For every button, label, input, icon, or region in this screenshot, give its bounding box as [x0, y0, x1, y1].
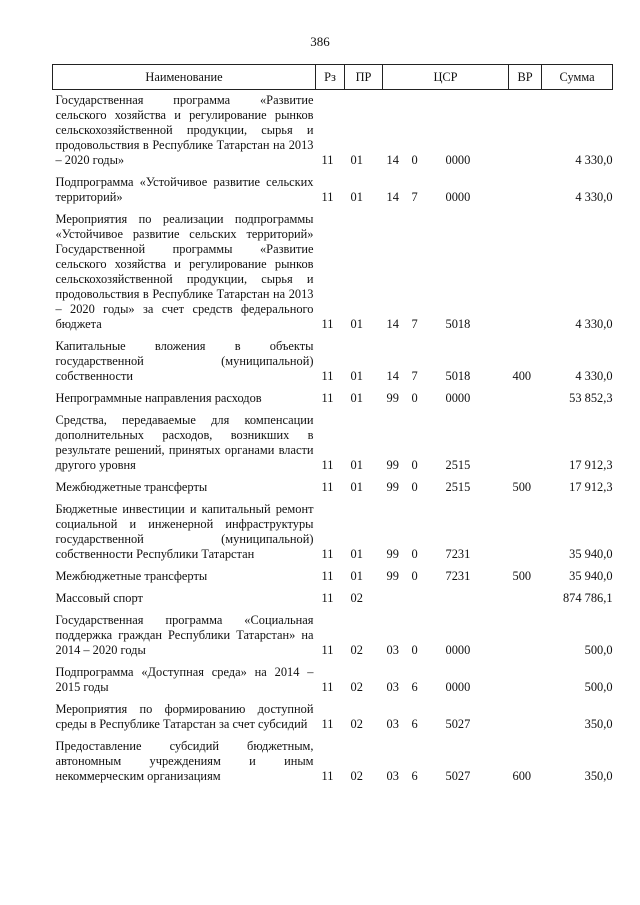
cell-sum: 350,0	[584, 717, 613, 731]
cell-csr-program	[383, 588, 410, 610]
cell-sum: 350,0	[584, 769, 613, 783]
cell-csr-subprogram	[410, 588, 428, 610]
row-name-text: Массовый спорт	[55, 591, 143, 605]
page-number: 386	[310, 34, 330, 49]
table-row	[53, 388, 613, 410]
row-name-text: Подпрограмма «Доступная среда» на 2014 – 2015 годы	[55, 665, 314, 694]
cell-pr: 02	[350, 680, 363, 694]
row-name-text: Подпрограмма «Устойчивое развитие сельских территорий»	[55, 175, 314, 204]
row-name-text: Государственная программа «Развитие сельского хозяйства и регулирование рынков сельскохозяйственной продукции, сырья и продовольствия в Республике Татарстан на 2013 – 2020 годы»	[55, 93, 314, 167]
cell-csr-code: 0000	[445, 190, 471, 204]
header-csr: ЦСР	[383, 65, 509, 90]
cell-csr-subprogram: 0	[411, 547, 418, 561]
cell-rz: 11	[321, 153, 334, 167]
row-name-text: Непрограммные направления расходов	[55, 391, 262, 405]
cell-name	[53, 477, 316, 499]
table-header-row	[53, 65, 613, 90]
table-row	[53, 499, 613, 566]
cell-pr: 02	[350, 769, 363, 783]
cell-pr: 01	[350, 569, 363, 583]
cell-name	[53, 388, 316, 410]
table-row	[53, 699, 613, 736]
cell-name	[53, 336, 316, 388]
cell-csr-program: 14	[386, 153, 399, 167]
header-pr: ПР	[345, 65, 383, 90]
cell-csr-subprogram: 6	[411, 680, 418, 694]
table-row	[53, 172, 613, 209]
cell-pr: 01	[350, 391, 363, 405]
row-name-text: Средства, передаваемые для компенсации дополнительных расходов, возникших в результате решений, принятых органами власти другого уровня	[55, 413, 314, 472]
cell-sum: 35 940,0	[569, 547, 613, 561]
row-name-text: Мероприятия по реализации подпрограммы «Устойчивое развитие сельских территорий» Государственной программы «Развитие сельского хозяйства и регулирование рынков сельскохозяйственной продукции, сырья и продовольствия в Республике Татарстан на 2013 – 2020 годы» за счет средств федерального бюджета	[55, 212, 314, 331]
cell-name	[53, 410, 316, 477]
cell-name	[53, 736, 316, 788]
cell-pr: 02	[350, 717, 363, 731]
cell-csr-code: 0000	[445, 680, 471, 694]
cell-sum: 4 330,0	[575, 190, 613, 204]
header-sum: Сумма	[542, 65, 613, 90]
cell-csr-code: 5018	[445, 369, 471, 383]
cell-csr-program: 99	[386, 458, 399, 472]
cell-rz: 11	[321, 643, 334, 657]
cell-vr	[509, 388, 542, 410]
cell-name	[53, 662, 316, 699]
cell-csr-code: 0000	[445, 643, 471, 657]
cell-csr-subprogram: 0	[411, 391, 418, 405]
cell-pr: 02	[350, 591, 363, 605]
cell-sum: 53 852,3	[569, 391, 613, 405]
cell-sum: 4 330,0	[575, 153, 613, 167]
cell-name	[53, 588, 316, 610]
cell-rz: 11	[321, 547, 334, 561]
table-row	[53, 209, 613, 336]
cell-pr: 01	[350, 458, 363, 472]
cell-name	[53, 209, 316, 336]
cell-vr	[509, 588, 542, 610]
table-row	[53, 662, 613, 699]
cell-csr-code: 0000	[445, 391, 471, 405]
cell-rz: 11	[321, 717, 334, 731]
table-row	[53, 588, 613, 610]
cell-csr-code: 7231	[445, 569, 471, 583]
cell-csr-subprogram: 7	[411, 369, 418, 383]
cell-csr-code: 2515	[445, 480, 471, 494]
cell-csr-program: 03	[386, 680, 399, 694]
cell-csr-code	[428, 588, 509, 610]
cell-csr-code: 0000	[445, 153, 471, 167]
cell-sum: 17 912,3	[569, 480, 613, 494]
cell-vr: 500	[512, 569, 532, 583]
cell-csr-program: 14	[386, 369, 399, 383]
table-row	[53, 736, 613, 788]
cell-csr-subprogram: 7	[411, 317, 418, 331]
table-body	[53, 90, 613, 789]
cell-rz: 11	[321, 317, 334, 331]
cell-rz: 11	[321, 480, 334, 494]
cell-csr-subprogram: 0	[411, 643, 418, 657]
cell-vr	[509, 662, 542, 699]
cell-vr	[509, 410, 542, 477]
cell-sum: 500,0	[584, 643, 613, 657]
cell-sum: 874 786,1	[562, 591, 613, 605]
row-name-text: Государственная программа «Социальная поддержка граждан Республики Татарстан» на 2014 – 2020 годы	[55, 613, 314, 657]
cell-pr: 01	[350, 369, 363, 383]
cell-name	[53, 499, 316, 566]
cell-pr: 01	[350, 317, 363, 331]
cell-csr-subprogram: 0	[411, 569, 418, 583]
cell-csr-subprogram: 0	[411, 458, 418, 472]
row-name-text: Межбюджетные трансферты	[55, 480, 208, 494]
cell-rz: 11	[321, 369, 334, 383]
cell-csr-program: 14	[386, 190, 399, 204]
table-row	[53, 477, 613, 499]
cell-rz: 11	[321, 591, 334, 605]
header-name: Наименование	[53, 65, 316, 90]
cell-vr	[509, 209, 542, 336]
cell-csr-subprogram: 0	[411, 480, 418, 494]
cell-pr: 01	[350, 480, 363, 494]
table-row	[53, 410, 613, 477]
cell-pr: 01	[350, 153, 363, 167]
cell-vr	[509, 499, 542, 566]
cell-csr-program: 99	[386, 391, 399, 405]
cell-csr-program: 03	[386, 643, 399, 657]
cell-csr-program: 03	[386, 769, 399, 783]
cell-csr-subprogram: 6	[411, 769, 418, 783]
cell-rz: 11	[321, 680, 334, 694]
cell-sum: 17 912,3	[569, 458, 613, 472]
cell-name	[53, 172, 316, 209]
cell-csr-code: 5027	[445, 717, 471, 731]
cell-vr: 500	[512, 480, 532, 494]
cell-sum: 4 330,0	[575, 317, 613, 331]
cell-csr-subprogram: 0	[411, 153, 418, 167]
cell-name	[53, 90, 316, 173]
header-vr: ВР	[509, 65, 542, 90]
cell-pr: 02	[350, 643, 363, 657]
budget-table	[52, 64, 613, 788]
cell-rz: 11	[321, 458, 334, 472]
cell-vr	[509, 610, 542, 662]
cell-name	[53, 566, 316, 588]
row-name-text: Межбюджетные трансферты	[55, 569, 208, 583]
table-row	[53, 90, 613, 173]
table-row	[53, 566, 613, 588]
cell-sum: 500,0	[584, 680, 613, 694]
cell-pr: 01	[350, 547, 363, 561]
cell-csr-program: 99	[386, 569, 399, 583]
cell-name	[53, 610, 316, 662]
cell-csr-program: 99	[386, 547, 399, 561]
cell-vr	[509, 90, 542, 173]
cell-rz: 11	[321, 190, 334, 204]
cell-csr-code: 2515	[445, 458, 471, 472]
table-row	[53, 336, 613, 388]
row-name-text: Капитальные вложения в объекты государственной (муниципальной) собственности	[55, 339, 314, 383]
table-row	[53, 610, 613, 662]
row-name-text: Предоставление субсидий бюджетным, автономным учреждениям и иным некоммерческим организациям	[55, 739, 314, 783]
cell-name	[53, 699, 316, 736]
cell-csr-subprogram: 6	[411, 717, 418, 731]
cell-sum: 35 940,0	[569, 569, 613, 583]
cell-rz: 11	[321, 391, 334, 405]
cell-csr-code: 5027	[445, 769, 471, 783]
cell-rz: 11	[321, 569, 334, 583]
cell-csr-subprogram: 7	[411, 190, 418, 204]
row-name-text: Мероприятия по формированию доступной среды в Республике Татарстан за счет субсидий	[55, 702, 314, 731]
row-name-text: Бюджетные инвестиции и капитальный ремонт социальной и инженерной инфраструктуры государственной (муниципальной) собственности Республики Татарстан	[55, 502, 314, 561]
header-rz: Рз	[316, 65, 345, 90]
cell-csr-code: 7231	[445, 547, 471, 561]
cell-csr-program: 14	[386, 317, 399, 331]
cell-vr: 600	[512, 769, 532, 783]
cell-vr	[509, 172, 542, 209]
cell-vr: 400	[512, 369, 532, 383]
cell-sum: 4 330,0	[575, 369, 613, 383]
cell-pr: 01	[350, 190, 363, 204]
cell-csr-program: 03	[386, 717, 399, 731]
cell-rz: 11	[321, 769, 334, 783]
cell-csr-code: 5018	[445, 317, 471, 331]
cell-csr-program: 99	[386, 480, 399, 494]
cell-vr	[509, 699, 542, 736]
